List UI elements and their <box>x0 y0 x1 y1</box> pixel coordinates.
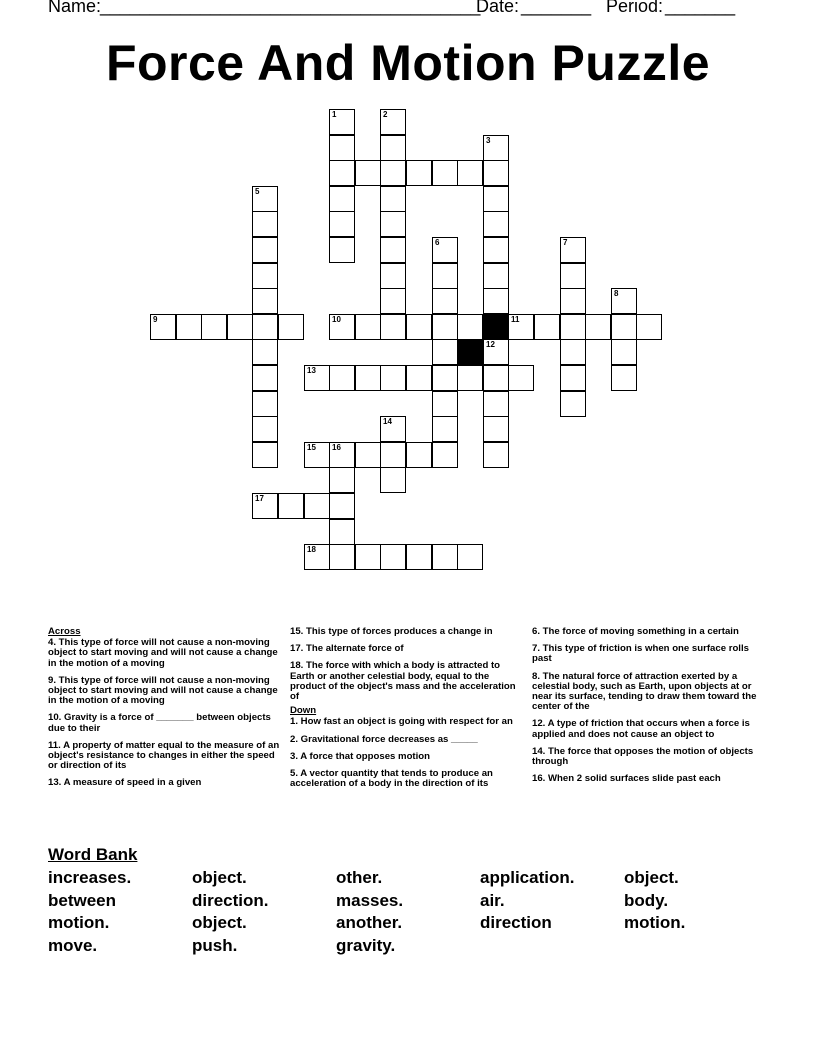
date-label: Date: <box>476 0 520 16</box>
clue-number: 9 <box>153 315 158 324</box>
grid-cell[interactable] <box>432 288 458 314</box>
grid-cell[interactable] <box>380 186 406 212</box>
clue-number: 6 <box>435 238 440 247</box>
clue-across-11: 11. A property of matter equal to the measure of an object's resistance to changes in either the speed or direction of its <box>48 739 280 772</box>
grid-cell[interactable] <box>457 314 483 340</box>
grid-cell[interactable] <box>252 186 278 212</box>
clue-number: 10 <box>332 315 341 324</box>
word-bank-word: move. <box>48 936 98 955</box>
grid-cell[interactable] <box>329 493 355 519</box>
word-bank-word: direction <box>480 913 552 932</box>
grid-cell[interactable] <box>329 160 355 186</box>
grid-cell[interactable] <box>636 314 662 340</box>
word-bank-word: between <box>48 891 117 910</box>
grid-cell[interactable] <box>406 442 432 468</box>
grid-cell[interactable] <box>483 391 509 417</box>
word-bank-word: motion. <box>624 913 686 932</box>
grid-cell[interactable] <box>534 314 560 340</box>
clue-number: 16 <box>332 443 341 452</box>
grid-cell[interactable] <box>483 365 509 391</box>
grid-cell[interactable] <box>380 160 406 186</box>
grid-cell[interactable] <box>355 544 381 570</box>
grid-cell[interactable] <box>252 288 278 314</box>
clue-across-4: 4. This type of force will not cause a non-moving object to start moving and will not cause a change in the motion of a moving <box>48 637 278 669</box>
grid-cell[interactable] <box>406 544 432 570</box>
grid-cell[interactable] <box>483 288 509 314</box>
grid-cell[interactable] <box>483 186 509 212</box>
clue-number: 17 <box>255 494 264 503</box>
grid-cell[interactable] <box>380 365 406 391</box>
grid-cell[interactable] <box>380 237 406 263</box>
clue-down-3: 3. A force that opposes motion <box>290 750 431 762</box>
grid-cell[interactable] <box>329 365 355 391</box>
grid-cell[interactable] <box>355 160 381 186</box>
grid-cell[interactable] <box>457 544 483 570</box>
word-bank-word: gravity. <box>336 936 396 955</box>
grid-cell[interactable] <box>380 467 406 493</box>
grid-cell[interactable] <box>508 314 534 340</box>
across-heading: Across <box>48 626 81 637</box>
date-line[interactable]: _______ <box>521 0 592 16</box>
grid-cell[interactable] <box>329 467 355 493</box>
grid-cell[interactable] <box>380 109 406 135</box>
clue-number: 5 <box>255 187 260 196</box>
grid-cell[interactable] <box>329 519 355 545</box>
grid-cell[interactable] <box>380 288 406 314</box>
grid-cell[interactable] <box>483 237 509 263</box>
grid-cell[interactable] <box>380 544 406 570</box>
clue-number: 14 <box>383 417 392 426</box>
word-bank-word: object. <box>624 868 679 887</box>
clue-number: 18 <box>307 545 316 554</box>
grid-cell[interactable] <box>380 314 406 340</box>
clue-number: 8 <box>614 289 619 298</box>
clue-down-8: 8. The natural force of attraction exerted by a celestial body, such as Earth, upon objects at or near its surface, tending to draw them toward the center of the <box>532 670 757 713</box>
grid-cell[interactable] <box>227 314 253 340</box>
name-line[interactable]: ______________________________________ <box>100 0 481 16</box>
grid-cell[interactable] <box>329 442 355 468</box>
grid-cell[interactable] <box>252 365 278 391</box>
grid-cell[interactable] <box>380 135 406 161</box>
grid-cell[interactable] <box>380 263 406 289</box>
grid-cell[interactable] <box>483 442 509 468</box>
word-bank-word: masses. <box>336 891 404 910</box>
clue-down-5: 5. A vector quantity that tends to produce an acceleration of a body in the direction of its <box>290 768 493 790</box>
grid-cell[interactable] <box>252 339 278 365</box>
word-bank-word: object. <box>192 913 247 932</box>
grid-cell[interactable] <box>483 263 509 289</box>
grid-cell[interactable] <box>355 365 381 391</box>
clue-down-16: 16. When 2 solid surfaces slide past each <box>532 773 721 785</box>
grid-cell-blocked <box>483 314 509 340</box>
clue-across-18: 18. The force with which a body is attracted to Earth or another celestial body, equal to the product of the object's mass and the acceleration of <box>290 660 516 703</box>
clue-number: 1 <box>332 110 337 119</box>
clue-down-7: 7. This type of friction is when one surface rolls past <box>532 643 749 665</box>
clue-down-12: 12. A type of friction that occurs when a force is applied and does not cause an object to <box>532 718 750 740</box>
grid-cell-blocked <box>457 339 483 365</box>
grid-cell[interactable] <box>432 365 458 391</box>
grid-cell[interactable] <box>176 314 202 340</box>
grid-cell[interactable] <box>432 339 458 365</box>
grid-cell[interactable] <box>432 442 458 468</box>
grid-cell[interactable] <box>304 365 330 391</box>
grid-cell[interactable] <box>406 314 432 340</box>
grid-cell[interactable] <box>483 339 509 365</box>
clue-number: 2 <box>383 110 388 119</box>
grid-cell[interactable] <box>457 365 483 391</box>
grid-cell[interactable] <box>432 237 458 263</box>
grid-cell[interactable] <box>611 288 637 314</box>
clue-across-15: 15. This type of forces produces a change in <box>290 626 493 637</box>
grid-cell[interactable] <box>380 416 406 442</box>
word-bank-word: direction. <box>192 891 269 910</box>
grid-cell[interactable] <box>457 160 483 186</box>
grid-cell[interactable] <box>329 135 355 161</box>
grid-cell[interactable] <box>560 314 586 340</box>
clue-down-6: 6. The force of moving something in a certain <box>532 626 739 637</box>
clue-down-2: 2. Gravitational force decreases as _____ <box>290 733 478 745</box>
grid-cell[interactable] <box>329 237 355 263</box>
grid-cell[interactable] <box>560 365 586 391</box>
name-label: Name: <box>48 0 102 16</box>
clue-down-1: 1. How fast an object is going with respect for an <box>290 716 513 728</box>
grid-cell[interactable] <box>432 544 458 570</box>
word-bank-word: increases. <box>48 868 132 887</box>
grid-cell[interactable] <box>432 416 458 442</box>
grid-cell[interactable] <box>406 160 432 186</box>
grid-cell[interactable] <box>355 442 381 468</box>
grid-cell[interactable] <box>252 493 278 519</box>
grid-cell[interactable] <box>329 211 355 237</box>
grid-cell[interactable] <box>304 442 330 468</box>
clue-down-14: 14. The force that opposes the motion of objects through <box>532 745 754 768</box>
clues-column-2 <box>290 627 522 796</box>
word-bank-word: push. <box>192 936 238 955</box>
clue-across-10: 10. Gravity is a force of _______ between objects due to their <box>48 712 271 734</box>
grid-cell[interactable] <box>560 339 586 365</box>
grid-cell[interactable] <box>585 314 611 340</box>
grid-cell[interactable] <box>560 263 586 289</box>
word-bank-title: Word Bank <box>48 845 138 864</box>
word-bank-word: air. <box>480 891 505 910</box>
clue-across-17: 17. The alternate force of <box>290 643 404 655</box>
clue-number: 11 <box>511 315 520 324</box>
grid-cell[interactable] <box>252 442 278 468</box>
grid-cell[interactable] <box>201 314 227 340</box>
grid-cell[interactable] <box>380 442 406 468</box>
grid-cell[interactable] <box>329 544 355 570</box>
grid-cell[interactable] <box>278 493 304 519</box>
word-bank-word: another. <box>336 913 403 932</box>
word-bank-word: motion. <box>48 913 110 932</box>
grid-cell[interactable] <box>560 288 586 314</box>
grid-cell[interactable] <box>432 391 458 417</box>
period-label: Period: <box>606 0 664 16</box>
grid-cell[interactable] <box>483 211 509 237</box>
grid-cell[interactable] <box>432 263 458 289</box>
grid-cell[interactable] <box>329 109 355 135</box>
down-heading: Down <box>290 705 317 717</box>
grid-cell[interactable] <box>380 211 406 237</box>
grid-cell[interactable] <box>252 416 278 442</box>
grid-cell[interactable] <box>611 339 637 365</box>
grid-cell[interactable] <box>611 365 637 391</box>
word-bank-word: other. <box>336 868 383 887</box>
word-bank-word: body. <box>624 891 669 910</box>
grid-cell[interactable] <box>304 493 330 519</box>
grid-cell[interactable] <box>483 160 509 186</box>
clue-number: 12 <box>486 340 495 349</box>
grid-cell[interactable] <box>252 237 278 263</box>
clue-number: 3 <box>486 136 491 145</box>
period-line[interactable]: _______ <box>665 0 736 16</box>
clues-column-1 <box>48 627 280 796</box>
clue-across-13: 13. A measure of speed in a given <box>48 777 202 789</box>
grid-cell[interactable] <box>483 416 509 442</box>
grid-cell[interactable] <box>252 211 278 237</box>
grid-cell[interactable] <box>483 135 509 161</box>
clue-across-9: 9. This type of force will not cause a non-moving object to start moving and will not cause a change in the motion of a moving <box>48 674 278 707</box>
word-bank-word: object. <box>192 868 247 887</box>
grid-cell[interactable] <box>150 314 176 340</box>
grid-cell[interactable] <box>560 391 586 417</box>
grid-cell[interactable] <box>252 314 278 340</box>
grid-cell[interactable] <box>611 314 637 340</box>
grid-cell[interactable] <box>432 314 458 340</box>
clues-column-3 <box>532 627 764 791</box>
grid-cell[interactable] <box>252 263 278 289</box>
page-title: Force And Motion Puzzle <box>105 35 711 91</box>
word-bank-word: application. <box>480 868 575 887</box>
grid-cell[interactable] <box>355 314 381 340</box>
grid-cell[interactable] <box>560 237 586 263</box>
grid-cell[interactable] <box>432 160 458 186</box>
clue-number: 7 <box>563 238 568 247</box>
grid-cell[interactable] <box>508 365 534 391</box>
clue-number: 15 <box>307 443 316 452</box>
grid-cell[interactable] <box>278 314 304 340</box>
grid-cell[interactable] <box>252 391 278 417</box>
grid-cell[interactable] <box>329 186 355 212</box>
clue-number: 13 <box>307 366 316 375</box>
grid-cell[interactable] <box>406 365 432 391</box>
grid-cell[interactable] <box>329 314 355 340</box>
grid-cell[interactable] <box>304 544 330 570</box>
